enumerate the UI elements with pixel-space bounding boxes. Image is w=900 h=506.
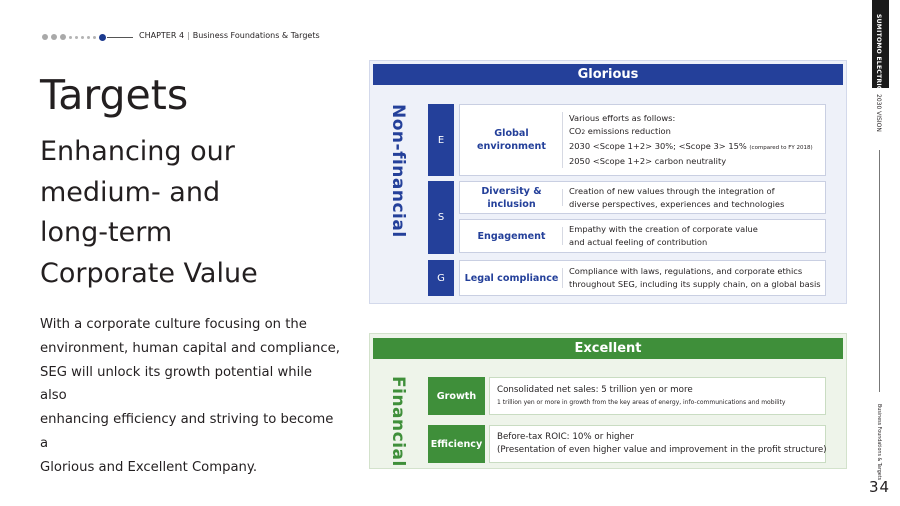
subtitle-line: long-term [40,217,173,248]
vision-label: 2030 VISION [875,94,882,132]
desc-note: (compared to FY 2018) [749,145,813,151]
category-g: G [428,260,454,296]
item-title: Engagement [460,220,563,252]
desc-line: 2030 <Scope 1+2> 30%; <Scope 3> 15% (compared to FY 2018) [569,141,813,151]
sidebar-divider [879,150,880,392]
non-financial-label: Non-financial [388,104,408,238]
intro-line: With a corporate culture focusing on the [40,317,307,332]
desc-line: diverse perspectives, experiences and technologies [569,198,785,209]
brand-tab [872,0,889,91]
section-label: Business Foundations & Targets [192,31,320,40]
category-e: E [428,104,454,176]
item-description [569,261,821,295]
sidebar-section-label: Business Foundations & Targets [876,404,881,481]
desc-line: and actual feeling of contribution [569,237,708,247]
intro-paragraph [40,313,340,480]
item-description [497,378,821,414]
target-engagement [459,219,826,253]
chapter-label: CHAPTER 4 [139,31,185,40]
progress-dot [42,34,48,40]
progress-dot [60,34,66,40]
category-growth: Growth [428,377,485,415]
item-title: Legal compliance [460,261,563,295]
desc-line: throughout SEG, including its supply chain, on a global basis [569,279,821,289]
item-title: Global environment [460,105,563,175]
desc-line: Before-tax ROIC: 10% or higher [497,431,634,442]
desc-line: (Presentation of even higher value and improvement in the profit structure) [497,445,827,455]
item-title: Diversity & inclusion [460,182,563,213]
financial-label: Financial [388,376,408,467]
target-growth [489,377,826,415]
item-description [497,426,827,462]
progress-dot [93,36,96,39]
chapter-breadcrumb: CHAPTER 4 | Business Foundations & Targets [139,31,320,40]
progress-dots [42,33,106,41]
desc-line: Consolidated net sales: 5 trillion yen or more [497,385,693,396]
brand-logo-text: SUMITOMO ELECTRIC [875,14,882,91]
page-number: 34 [869,478,891,496]
desc-line: 2050 <Scope 1+2> carbon neutrality [569,155,727,166]
progress-dot [81,36,84,39]
intro-line: environment, human capital and compliance, [40,340,340,356]
desc-line: CO2 emissions reduction [569,126,671,137]
subtitle-line: Enhancing our [40,136,235,167]
category-efficiency: Efficiency [428,425,485,463]
page-title: Targets [40,71,189,119]
item-description [569,182,821,213]
target-legal-compliance [459,260,826,296]
desc-line: Empathy with the creation of corporate value [569,224,758,235]
progress-dot [75,36,78,39]
excellent-heading: Excellent [373,338,843,359]
target-global-environment [459,104,826,176]
desc-line: Various efforts as follows: [569,113,676,124]
category-s: S [428,181,454,254]
progress-dot [87,36,90,39]
desc-line: Compliance with laws, regulations, and corporate ethics [569,266,803,277]
intro-line: Glorious and Excellent Company. [40,459,258,475]
progress-dot [69,36,72,39]
desc-line: 1 trillion yen or more in growth from the key areas of energy, info-communications and mobility [497,398,786,406]
target-efficiency [489,425,826,463]
desc-line: Creation of new values through the integration of [569,185,775,196]
intro-line: enhancing efficiency and striving to become a [40,412,334,451]
subtitle-line: Corporate Value [40,257,258,289]
glorious-heading: Glorious [373,64,843,85]
progress-dot [51,34,57,40]
progress-dot-current [99,34,106,41]
item-description [569,220,821,252]
subtitle-line: medium- and [40,176,221,208]
item-description [569,105,821,175]
page-subtitle [40,132,360,294]
header-divider [107,37,133,38]
target-diversity-inclusion [459,181,826,214]
intro-line: SEG will unlock its growth potential while also [40,364,313,404]
